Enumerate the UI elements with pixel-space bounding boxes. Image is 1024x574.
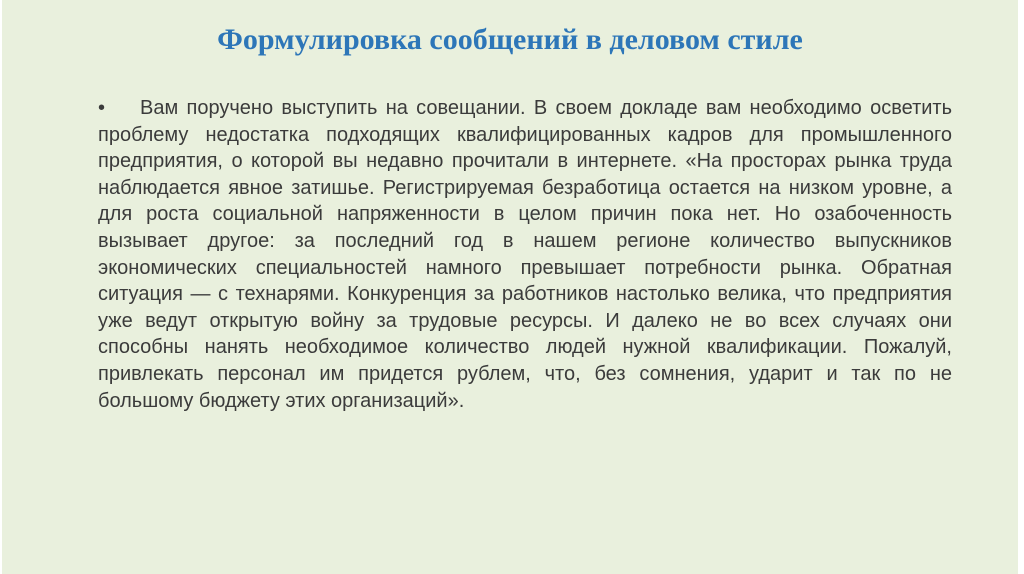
slide-title: Формулировка сообщений в деловом стиле	[217, 23, 803, 56]
slide	[2, 0, 1018, 574]
paragraph-text: Вам поручено выступить на совещании. В своем докладе вам необходимо осветить проблему недостатка подходящих квалифицированных кадров для промышленного предприятия, о которой вы недавно прочитали в интернете. «На просторах рынка труда наблюдается явное затишье. Регистрируемая безработица остается на низком уровне, а для роста социальной напряженности в целом причин пока нет. Но озабоченность вызывает другое: за последний год в нашем регионе количество выпускников экономических специальностей намного превышает потребности рынка. Обратная ситуация — с технарями. Конкуренция за работников настолько велика, что предприятия уже ведут открытую войну за трудовые ресурсы. И далеко не во всех случаях они способны нанять необходимое количество людей нужной квалификации. Пожалуй, привлекать персонал им придется рублем, что, без сомнения, ударит и так по не большому бюджету этих организаций».	[98, 97, 952, 412]
bullet-marker: •	[98, 97, 106, 119]
slide-body-text	[98, 95, 952, 414]
